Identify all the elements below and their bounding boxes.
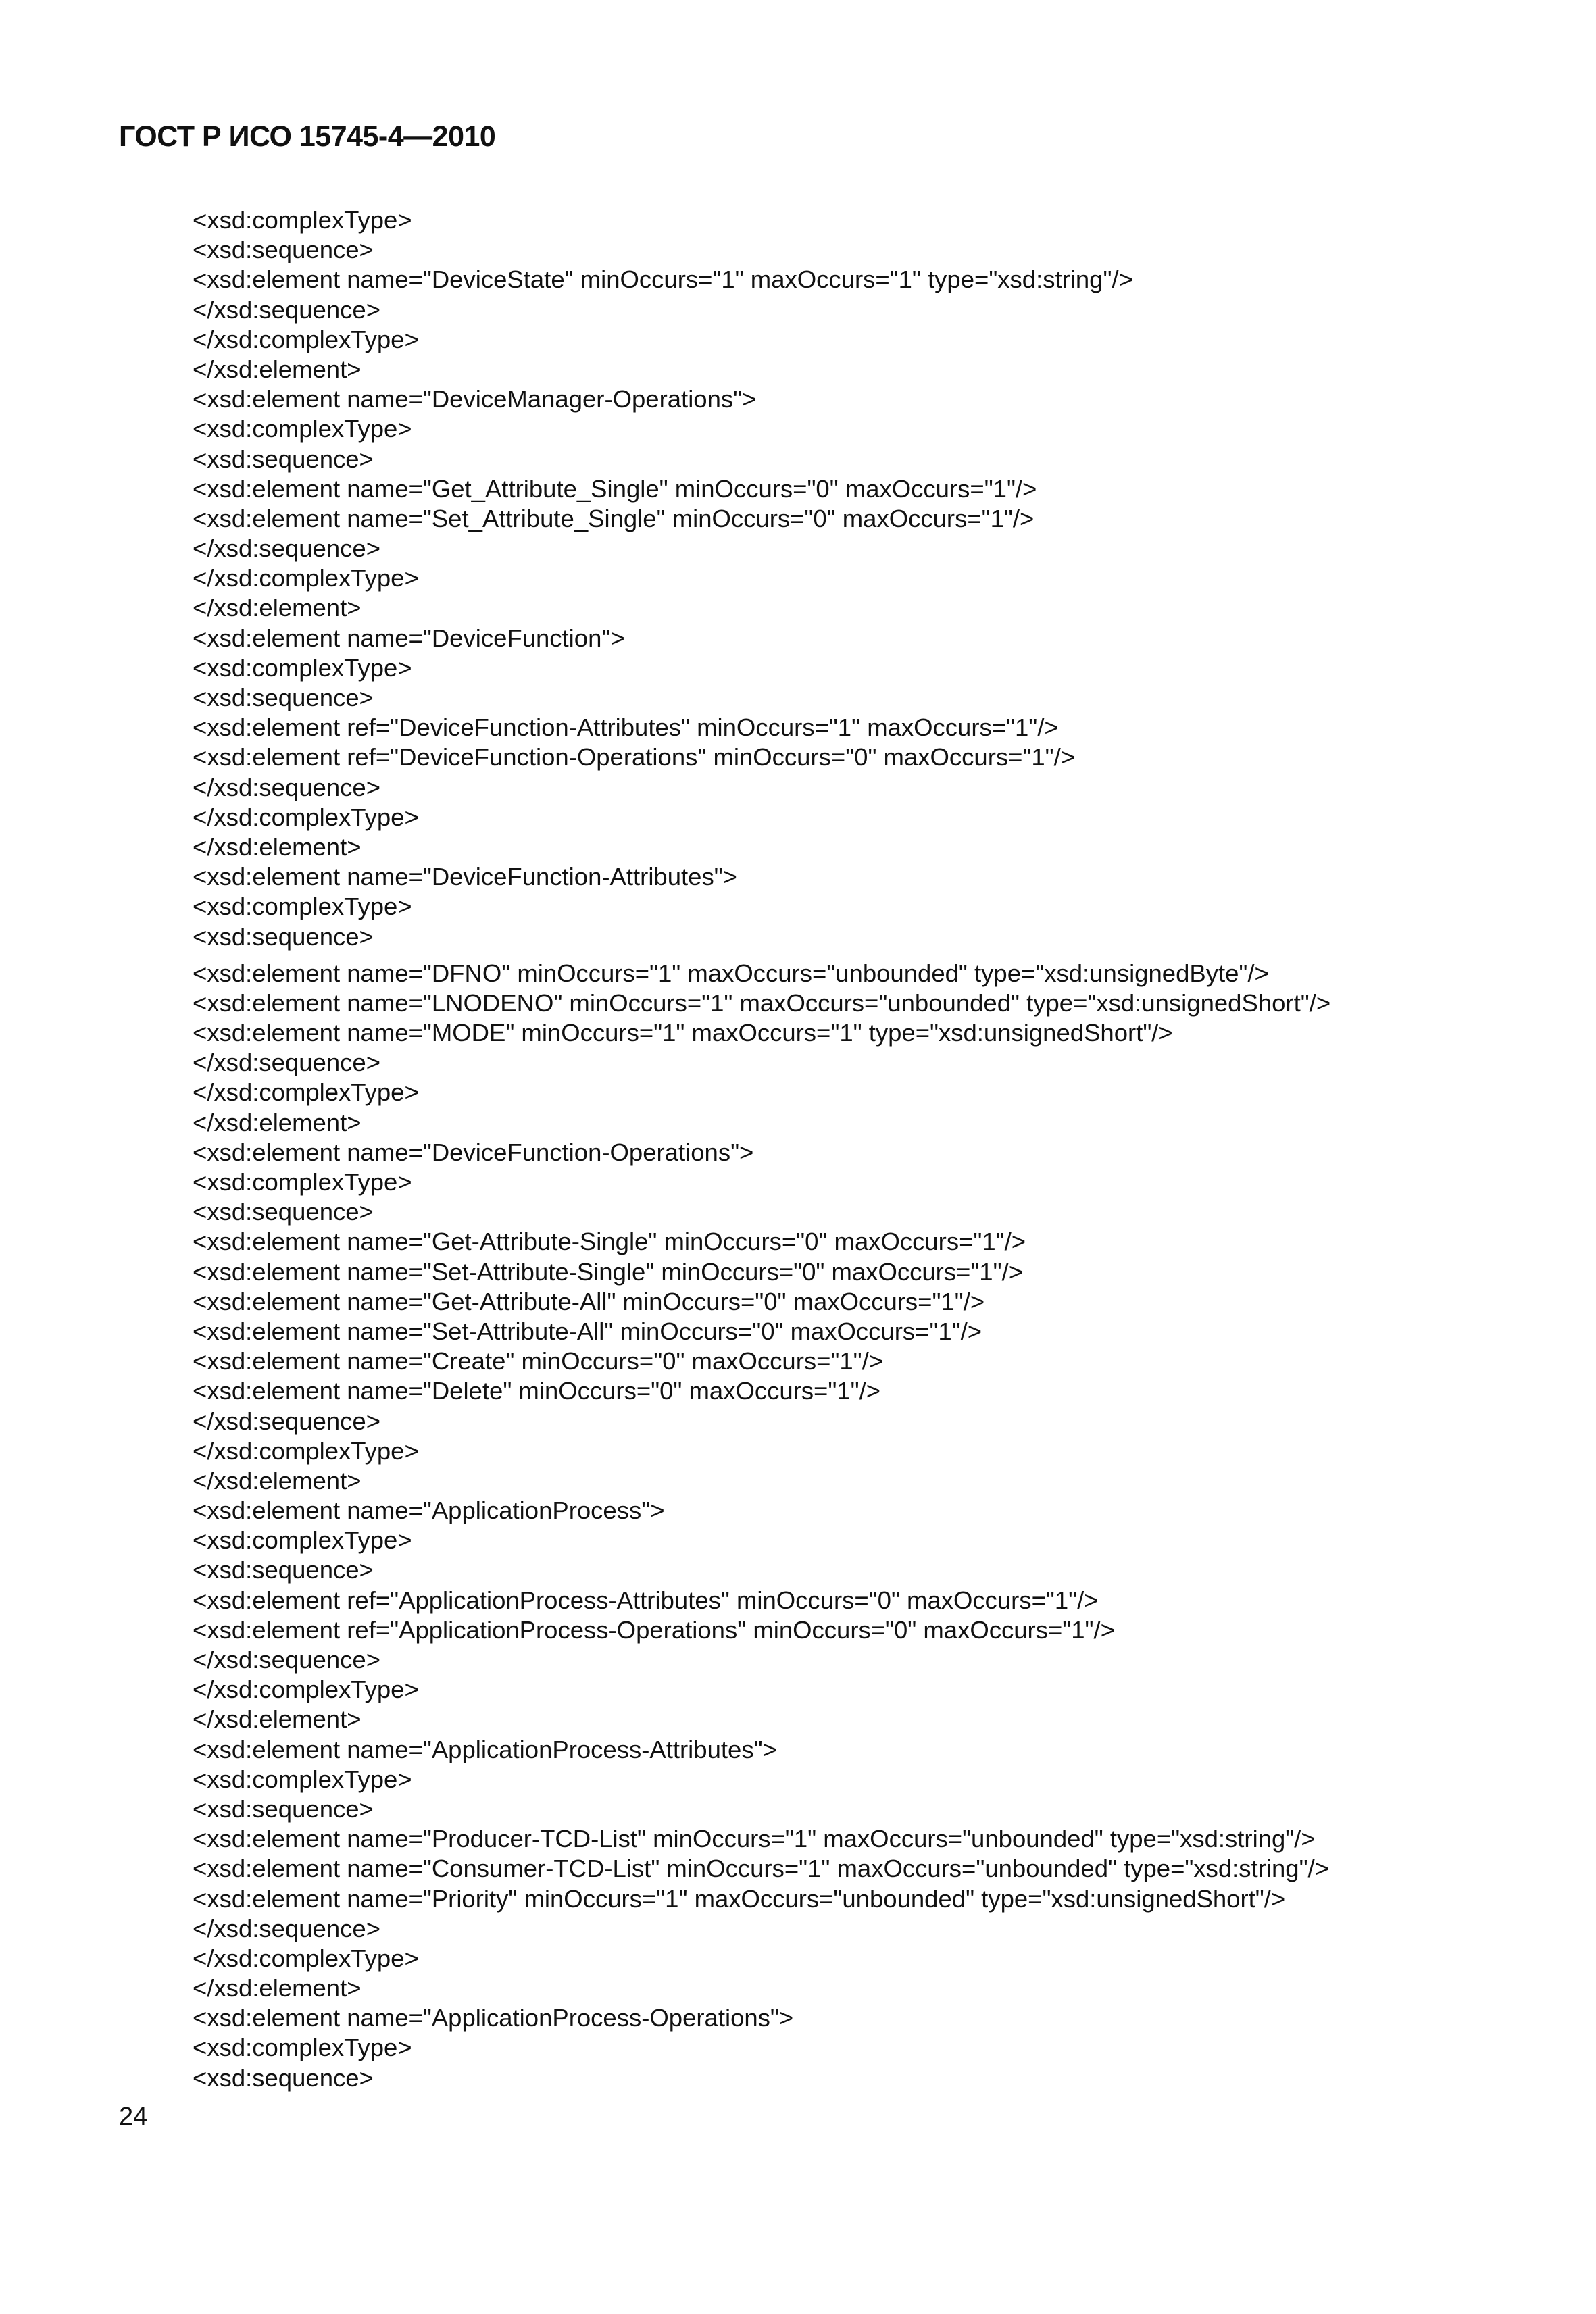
- code-line: </xsd:element>: [193, 1974, 361, 2003]
- code-line: <xsd:sequence>: [193, 236, 374, 264]
- code-line: <xsd:complexType>: [193, 206, 412, 234]
- code-line: <xsd:element name="Producer-TCD-List" minOccurs="1" maxOccurs="unbounded" type="xsd:string"/>: [193, 1825, 1316, 1853]
- code-line: <xsd:sequence>: [193, 1794, 374, 1823]
- document-header: ГОСТ Р ИСО 15745-4—2010: [119, 120, 496, 153]
- code-line: <xsd:element name="DeviceFunction-Attributes">: [193, 863, 737, 891]
- code-line: </xsd:complexType>: [193, 1676, 419, 1704]
- code-line: </xsd:element>: [193, 1705, 361, 1734]
- code-line: </xsd:complexType>: [193, 1436, 419, 1465]
- code-line: <xsd:element ref="DeviceFunction-Attributes" minOccurs="1" maxOccurs="1"/>: [193, 713, 1059, 742]
- code-line: <xsd:element name="ApplicationProcess">: [193, 1496, 665, 1525]
- code-line: </xsd:element>: [193, 832, 361, 861]
- code-line: <xsd:complexType>: [193, 892, 412, 921]
- code-line: <xsd:element name="Create" minOccurs="0" maxOccurs="1"/>: [193, 1347, 884, 1376]
- code-line: <xsd:element name="DeviceState" minOccurs="1" maxOccurs="1" type="xsd:string"/>: [193, 266, 1133, 294]
- code-line: </xsd:sequence>: [193, 1646, 381, 1674]
- code-line: </xsd:complexType>: [193, 564, 419, 593]
- code-line: <xsd:element ref="ApplicationProcess-Attributes" minOccurs="0" maxOccurs="1"/>: [193, 1586, 1099, 1614]
- code-line: <xsd:sequence>: [193, 445, 374, 473]
- code-line: <xsd:complexType>: [193, 2034, 412, 2062]
- code-line: </xsd:sequence>: [193, 295, 381, 324]
- page-number: 24: [119, 2103, 148, 2131]
- code-line: </xsd:element>: [193, 1466, 361, 1494]
- code-line: <xsd:sequence>: [193, 922, 374, 951]
- code-line: <xsd:complexType>: [193, 1526, 412, 1555]
- code-line: <xsd:element name="Consumer-TCD-List" minOccurs="1" maxOccurs="unbounded" type="xsd:string"/>: [193, 1855, 1329, 1883]
- code-line: </xsd:element>: [193, 355, 361, 383]
- code-line: <xsd:sequence>: [193, 1556, 374, 1584]
- code-line: </xsd:complexType>: [193, 325, 419, 353]
- code-line: </xsd:sequence>: [193, 1049, 381, 1077]
- code-line: <xsd:element name="Set-Attribute-All" minOccurs="0" maxOccurs="1"/>: [193, 1317, 982, 1345]
- code-line: <xsd:sequence>: [193, 2063, 374, 2092]
- code-line: </xsd:sequence>: [193, 773, 381, 801]
- code-line: <xsd:sequence>: [193, 1198, 374, 1226]
- code-line: <xsd:element name="Get-Attribute-All" minOccurs="0" maxOccurs="1"/>: [193, 1287, 985, 1315]
- code-line: </xsd:sequence>: [193, 534, 381, 563]
- code-line: <xsd:element ref="DeviceFunction-Operations" minOccurs="0" maxOccurs="1"/>: [193, 743, 1076, 772]
- code-line: <xsd:element name="Get-Attribute-Single" minOccurs="0" maxOccurs="1"/>: [193, 1228, 1026, 1256]
- code-line: <xsd:element name="DeviceFunction">: [193, 624, 625, 652]
- code-line: <xsd:element name="DeviceManager-Operations">: [193, 385, 757, 413]
- code-line: </xsd:complexType>: [193, 1078, 419, 1107]
- code-line: </xsd:complexType>: [193, 803, 419, 831]
- code-line: <xsd:element name="LNODENO" minOccurs="1" maxOccurs="unbounded" type="xsd:unsignedShort"/>: [193, 988, 1331, 1017]
- code-line: <xsd:element name="DeviceFunction-Operations">: [193, 1138, 754, 1166]
- code-line: </xsd:sequence>: [193, 1914, 381, 1942]
- code-line: <xsd:element name="Priority" minOccurs="1" maxOccurs="unbounded" type="xsd:unsignedShort"/>: [193, 1884, 1286, 1913]
- code-line: <xsd:element name="Set_Attribute_Single" minOccurs="0" maxOccurs="1"/>: [193, 504, 1034, 532]
- code-line: <xsd:element name="DFNO" minOccurs="1" maxOccurs="unbounded" type="xsd:unsignedByte"/>: [193, 959, 1269, 987]
- code-line: <xsd:sequence>: [193, 684, 374, 711]
- code-line: <xsd:element name="Delete" minOccurs="0" maxOccurs="1"/>: [193, 1377, 881, 1405]
- code-line: <xsd:element ref="ApplicationProcess-Operations" minOccurs="0" maxOccurs="1"/>: [193, 1615, 1115, 1644]
- code-line: <xsd:complexType>: [193, 653, 412, 682]
- xsd-code-listing: [193, 205, 1476, 2093]
- code-line: <xsd:complexType>: [193, 415, 412, 443]
- code-line: <xsd:complexType>: [193, 1168, 412, 1196]
- code-line: <xsd:element name="ApplicationProcess-Operations">: [193, 2004, 794, 2032]
- code-line: </xsd:element>: [193, 594, 361, 622]
- code-line: <xsd:element name="Set-Attribute-Single" minOccurs="0" maxOccurs="1"/>: [193, 1257, 1024, 1286]
- code-line: <xsd:element name="MODE" minOccurs="1" maxOccurs="1" type="xsd:unsignedShort"/>: [193, 1019, 1173, 1047]
- code-line: </xsd:complexType>: [193, 1944, 419, 1972]
- code-line: <xsd:element name="Get_Attribute_Single" minOccurs="0" maxOccurs="1"/>: [193, 474, 1037, 503]
- code-line: <xsd:element name="ApplicationProcess-Attributes">: [193, 1735, 777, 1763]
- code-line: <xsd:complexType>: [193, 1765, 412, 1793]
- code-line: </xsd:sequence>: [193, 1407, 381, 1435]
- code-line: </xsd:element>: [193, 1108, 361, 1136]
